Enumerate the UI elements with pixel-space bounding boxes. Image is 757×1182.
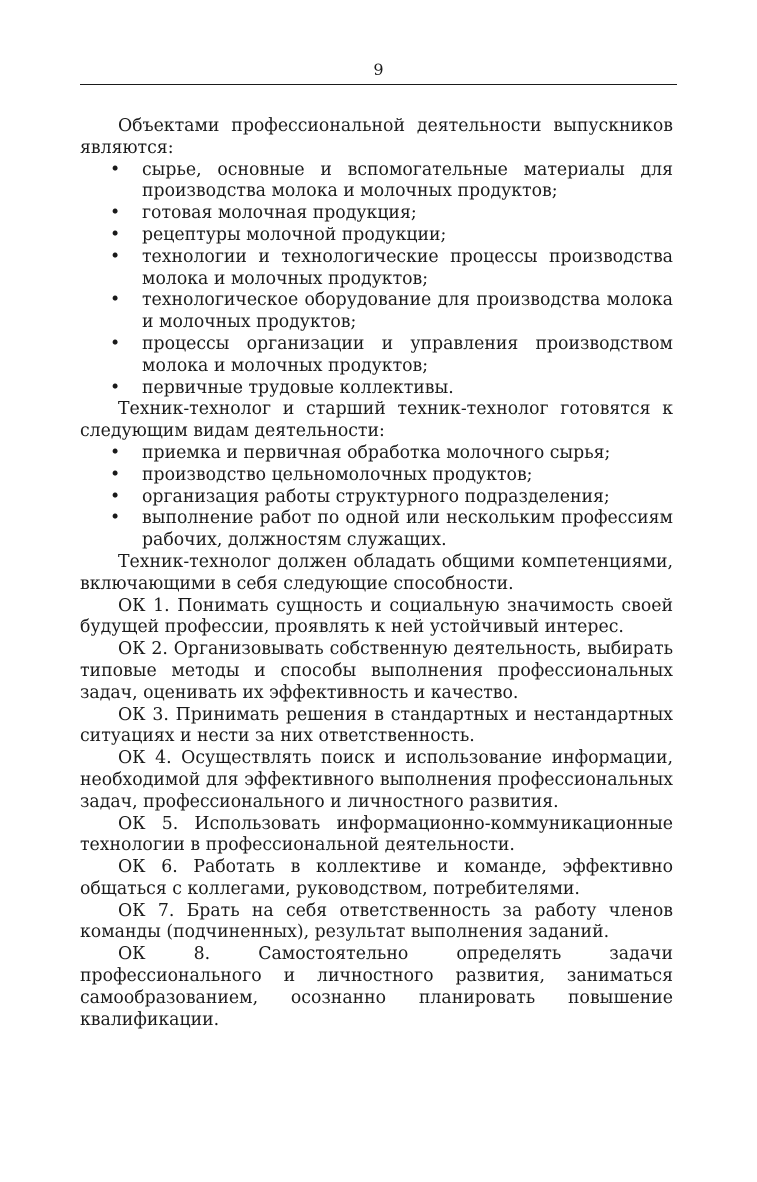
objects-list [80,160,673,400]
list-item [80,465,673,487]
page-number: 9 [373,60,384,79]
competencies-intro: Техник-технолог должен обладать общими компетенциями, включающими в себя следующие способности. [80,551,673,594]
activities-list [80,443,673,552]
list-item-text: готовая молочная продукция; [142,203,417,224]
competency-ok8: ОК 8. Самостоятельно определять задачи профессионального и личностного развития, заниматься самообразованием, осознанно планировать повышение квалификации. [80,944,673,1030]
bullet-icon: • [110,508,121,529]
list-item-text: рецептуры молочной продукции; [142,224,447,245]
bullet-icon: • [110,203,121,224]
competency-ok5: ОК 5. Использовать информационно-коммуникационные технологии в профессиональной деятельности. [80,813,673,856]
list-item-text: сырье, основные и вспомогательные материалы для производства молока и молочных продуктов; [142,159,673,202]
list-item [80,247,673,291]
bullet-icon: • [110,464,121,485]
activities-intro: Техник-технолог и старший техник-технолог готовятся к следующим видам деятельности: [80,399,673,442]
list-item [80,508,673,552]
bullet-icon: • [110,224,121,245]
competency-ok6: ОК 6. Работать в коллективе и команде, эффективно общаться с коллегами, руководством, потребителями. [80,857,673,899]
bullet-icon: • [110,246,121,267]
list-item-text: технологическое оборудование для производства молока и молочных продуктов; [142,290,673,333]
page-body [80,116,673,1031]
bullet-icon: • [110,486,121,507]
list-item [80,378,673,400]
list-item-text: производство цельномолочных продуктов; [142,464,533,485]
header-rule [80,84,677,85]
competency-ok1: ОК 1. Понимать сущность и социальную значимость своей будущей профессии, проявлять к ней устойчивый интерес. [80,595,673,638]
bullet-icon: • [110,377,121,398]
list-item-text: выполнение работ по одной или нескольким профессиям рабочих, должностям служащих. [142,508,673,551]
competency-ok4: ОК 4. Осуществлять поиск и использование информации, необходимой для эффективного выполнения профессиональных задач, профессионального и личностного развития. [80,748,673,812]
list-item [80,203,673,225]
list-item-text: первичные трудовые коллективы. [142,377,454,398]
list-item [80,290,673,334]
list-item-text: организация работы структурного подразделения; [142,486,610,507]
bullet-icon: • [110,333,121,354]
bullet-icon: • [110,290,121,311]
list-item-text: технологии и технологические процессы производства молока и молочных продуктов; [142,246,673,289]
competency-ok2: ОК 2. Организовывать собственную деятельность, выбирать типовые методы и способы выполнения профессиональных задач, оценивать их эффективность и качество. [80,639,673,703]
bullet-icon: • [110,159,121,180]
objects-intro: Объектами профессиональной деятельности выпускников являются: [80,116,673,158]
list-item [80,443,673,465]
list-item [80,225,673,247]
competency-ok7: ОК 7. Брать на себя ответственность за работу членов команды (подчиненных), результат выполнения заданий. [80,900,673,943]
bullet-icon: • [110,442,121,463]
list-item-text: приемка и первичная обработка молочного сырья; [142,442,611,463]
competency-ok3: ОК 3. Принимать решения в стандартных и нестандартных ситуациях и нести за них ответственность. [80,704,673,747]
list-item [80,487,673,509]
list-item [80,160,673,204]
list-item [80,334,673,378]
list-item-text: процессы организации и управления производством молока и молочных продуктов; [142,333,673,376]
